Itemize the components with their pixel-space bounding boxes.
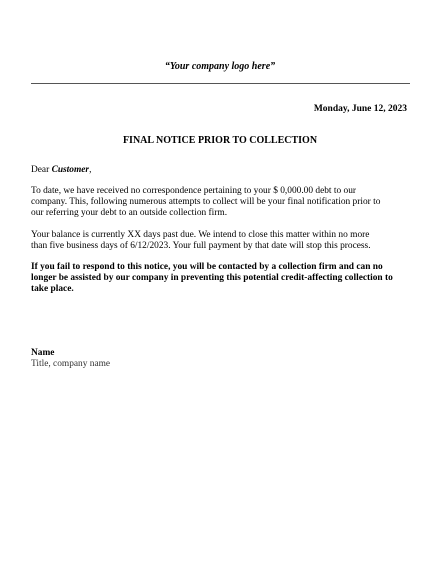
paragraph-line: Your balance is currently XX days past due. We intend to close this matter within no more <box>31 230 370 240</box>
paragraph-balance-due <box>31 230 409 252</box>
paragraph-line: longer be assisted by our company in preventing this potential credit-affecting collection to <box>31 272 393 283</box>
paragraph-line: If you fail to respond to this notice, you will be contacted by a collection firm and can no <box>31 262 383 272</box>
salutation-prefix: Dear <box>31 165 52 175</box>
salutation-suffix: , <box>89 165 92 175</box>
paragraph-line: our referring your debt to an outside collection firm. <box>31 207 228 218</box>
paragraph-line: than five business days of 6/12/2023. Your full payment by that date will stop this process. <box>31 240 371 251</box>
signature-title: Title, company name <box>31 359 111 369</box>
paragraph-debt-notice <box>31 186 409 218</box>
paragraph-collection-warning <box>31 262 409 294</box>
letter-title: FINAL NOTICE PRIOR TO COLLECTION <box>122 135 318 146</box>
letter-date: Monday, June 12, 2023 <box>313 104 407 114</box>
salutation <box>31 165 409 176</box>
signature-name: Name <box>31 348 55 358</box>
paragraph-line: take place. <box>31 283 74 294</box>
paragraph-line: company. This, following numerous attempts to collect will be your final notification prior to <box>31 196 381 207</box>
paragraph-line: To date, we have received no correspondence pertaining to your $ 0,000.00 debt to our <box>31 186 357 196</box>
header-divider <box>31 83 410 84</box>
company-logo-placeholder: “Your company logo here” <box>164 61 276 72</box>
recipient-name: Customer <box>51 165 90 175</box>
